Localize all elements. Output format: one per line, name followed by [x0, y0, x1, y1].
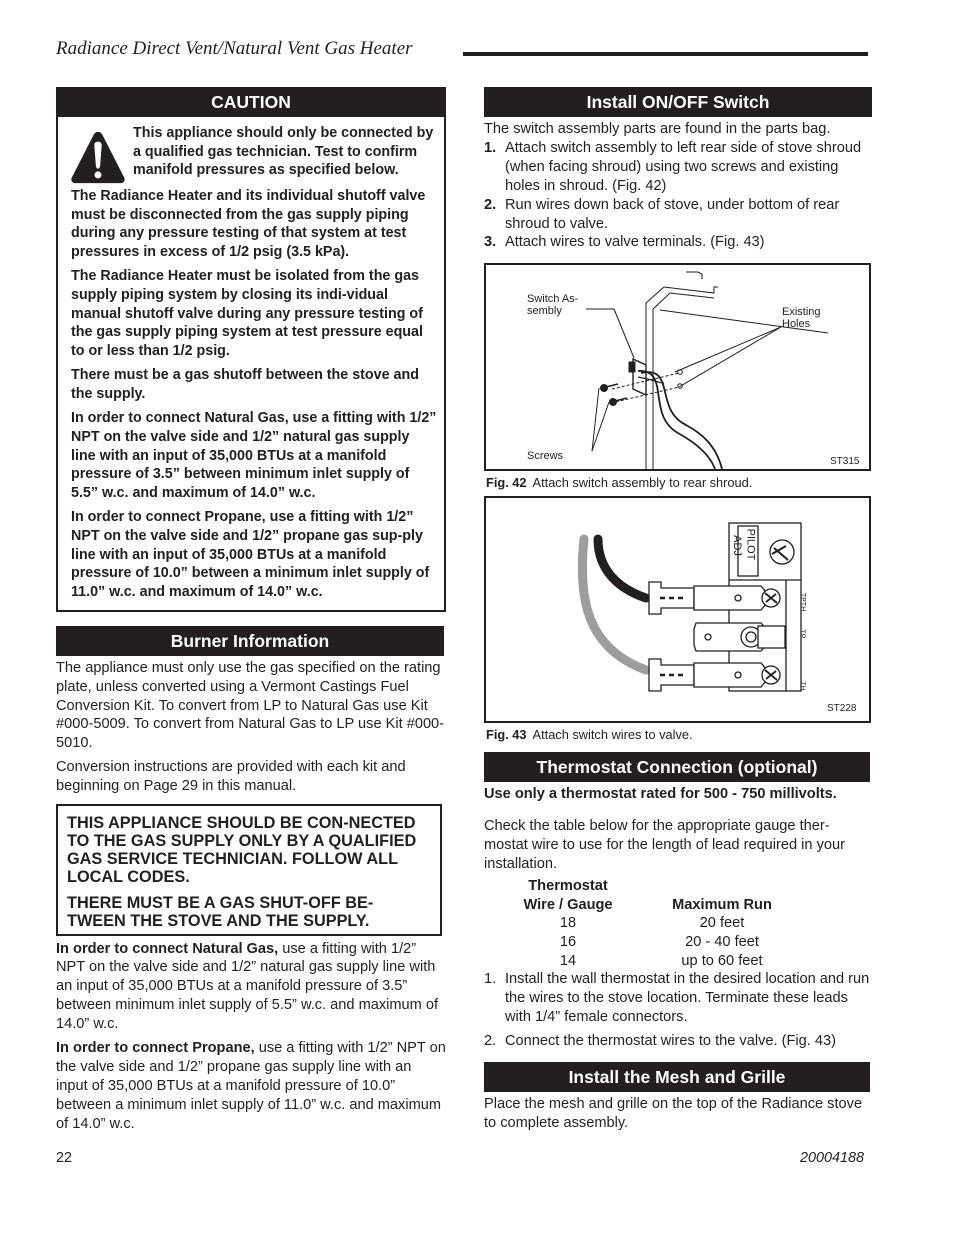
natural-gas-text: use a fitting with 1/2” NPT on the valve side and 1/2” natural gas supply line with an input of 35,000 BTUs at a manifold pressure of 3.5” between minimum inlet supply of 5.5” w.c. and maximum of 14.0” w.c. [56, 940, 439, 1033]
pilot-adj-label [730, 528, 758, 574]
table-cell: 18 [559, 915, 577, 932]
figure-code: ST315 [830, 456, 860, 468]
label-switch-assembly: Switch As- sembly [527, 293, 579, 318]
page-number: 22 [56, 1150, 73, 1166]
caption-text: Attach switch wires to valve. [532, 727, 693, 743]
table-row [506, 914, 814, 933]
caption-text: Attach switch assembly to rear shroud. [532, 475, 753, 491]
step-text: Attach wires to valve terminals. (Fig. 43) [505, 234, 765, 251]
caution-paragraph: The Radiance Heater must be isolated from the gas supply piping system by closing its indi-vidual manual shutoff valve during any pressure testing of the gas supply piping system at test pressure equal to or less than 1/2 psig. [71, 268, 423, 360]
burner-connect-text [56, 940, 446, 1134]
label-th: TH [798, 681, 806, 692]
caution-paragraph: There must be a gas shutoff between the stove and the supply. [71, 367, 419, 403]
caution-box [56, 117, 446, 612]
thermostat-body [484, 785, 872, 1051]
figure-43 [484, 496, 871, 723]
table-cell: 20 feet [699, 915, 745, 932]
mesh-text: Place the mesh and grille on the top of the Radiance stove to complete assembly. [484, 1096, 863, 1132]
caption-number: Fig. 43 [486, 727, 527, 743]
burner-paragraph: The appliance must only use the gas specified on the rating plate, unless converted using a Vermont Castings Fuel Conversion Kit. To convert from LP to Natural Gas use Kit #000-5009. To convert from Natural Gas to LP use Kit #000-5010. [56, 659, 445, 752]
label-tp: TP [798, 629, 806, 639]
table-cell: 14 [559, 952, 577, 969]
step-number: 3. [484, 234, 497, 251]
valve-terminal-diagram [486, 498, 869, 721]
gauge-table [506, 877, 814, 971]
figure-42 [484, 263, 871, 471]
caution-paragraph: In order to connect Natural Gas, use a fitting with 1/2” NPT on the valve side and 1/2” natural gas supply line with an input of 35,000 BTUs at a manifold pressure of 3.5” between minimum inlet supply of 5.5” w.c. and maximum of 14.0” w.c. [71, 410, 437, 502]
header-line: Thermostat [528, 877, 608, 894]
table-cell: 20 - 40 feet [685, 934, 759, 951]
label-screws: Screws [527, 450, 564, 463]
natural-gas-lead: In order to connect Natural Gas, [56, 940, 279, 957]
exclamation-triangle-icon [69, 129, 127, 187]
burner-warning-text: THIS APPLIANCE SHOULD BE CON-NECTED TO THE GAS SUPPLY ONLY BY A QUALIFIED GAS SERVICE TECHNICIAN. FOLLOW ALL LOCAL CODES. [67, 814, 417, 886]
switch-body [484, 120, 872, 252]
step-number: 1. [484, 139, 497, 156]
thermostat-steps [484, 970, 872, 1051]
table-row [506, 952, 814, 971]
caption-number: Fig. 42 [486, 475, 527, 491]
step-text: Install the wall thermostat in the desired location and run the wires to the stove location. Terminate these leads with 1/4” female connectors. [505, 971, 870, 1026]
list-item [484, 233, 872, 252]
figure-code: ST228 [827, 703, 857, 715]
caution-paragraph: The Radiance Heater and its individual shutoff valve must be disconnected from the gas supply piping during any pressure testing of that system at test pressures in excess of 1/2 psig (3.5 kPa). [71, 188, 426, 261]
list-item [484, 970, 872, 1027]
burner-body [56, 659, 446, 796]
table-cell: 16 [559, 934, 577, 951]
label-pilot: PILOT [744, 528, 757, 561]
step-number: 2. [484, 196, 497, 213]
list-item [484, 1032, 872, 1051]
step-number: 2. [484, 1033, 497, 1050]
left-column [56, 87, 446, 1139]
caution-intro: This appliance should only be connected by a qualified gas technician. Test to confirm manifold pressures as specified below. [133, 125, 434, 179]
label-adj: ADJ [730, 535, 743, 557]
burner-heading: Burner Information [56, 626, 444, 656]
switch-heading: Install ON/OFF Switch [484, 87, 872, 117]
burner-warning-text: THERE MUST BE A GAS SHUT-OFF BE-TWEEN THE STOVE AND THE SUPPLY. [67, 893, 374, 930]
step-number: 1. [484, 971, 497, 988]
header-line: Wire / Gauge [523, 896, 613, 913]
switch-intro: The switch assembly parts are found in the parts bag. [484, 121, 831, 137]
mesh-heading: Install the Mesh and Grille [484, 1062, 870, 1092]
page-header-title: Radiance Direct Vent/Natural Vent Gas Heater [56, 38, 413, 59]
caution-heading: CAUTION [56, 87, 446, 117]
table-cell: up to 60 feet [681, 952, 763, 969]
figure-43-caption [486, 727, 872, 742]
propane-lead: In order to connect Propane, [56, 1040, 255, 1057]
burner-warning-box [56, 804, 442, 935]
header-rule [463, 52, 868, 56]
step-text: Connect the thermostat wires to the valve. (Fig. 43) [505, 1033, 836, 1050]
caution-paragraph: In order to connect Propane, use a fitting with 1/2” NPT on the valve side and 1/2” propane gas sup-ply line with an input of 35,000 BTUs at a manifold pressure of 10.0” between a minimum inlet supply of 11.0” w.c. and maximum of 14.0” w.c. [71, 509, 430, 601]
list-item [484, 196, 872, 234]
table-header [506, 877, 630, 914]
burner-paragraph: Conversion instructions are provided with each kit and beginning on Page 29 in this manual. [56, 759, 406, 795]
figure-42-caption [486, 475, 872, 490]
thermostat-intro: Check the table below for the appropriate gauge ther-mostat wire to use for the length of lead required in your installation. [484, 818, 845, 873]
list-item [484, 139, 872, 196]
propane-text: use a fitting with 1/2” NPT on the valve side and 1/2” propane gas supply line with an input of 35,000 BTUs at a manifold pressure of 10.0” between a minimum inlet supply of 11.0” w.c. and maximum of 14.0” w.c. [56, 1040, 446, 1132]
thermostat-heading: Thermostat Connection (optional) [484, 752, 870, 782]
table-row [506, 933, 814, 952]
table-header: Maximum Run [672, 896, 772, 913]
label-tpth: TPTH [799, 593, 807, 612]
step-text: Attach switch assembly to left rear side of stove shroud (when facing shroud) using two screws and existing holes in shroud. (Fig. 42) [505, 139, 862, 194]
thermostat-note: Use only a thermostat rated for 500 - 750 millivolts. [484, 786, 837, 803]
right-column [484, 87, 872, 1133]
label-existing-holes: Existing Holes [782, 306, 821, 331]
document-number: 20004188 [800, 1150, 865, 1166]
switch-steps [484, 139, 872, 252]
step-text: Run wires down back of stove, under bottom of rear shroud to valve. [505, 196, 840, 232]
